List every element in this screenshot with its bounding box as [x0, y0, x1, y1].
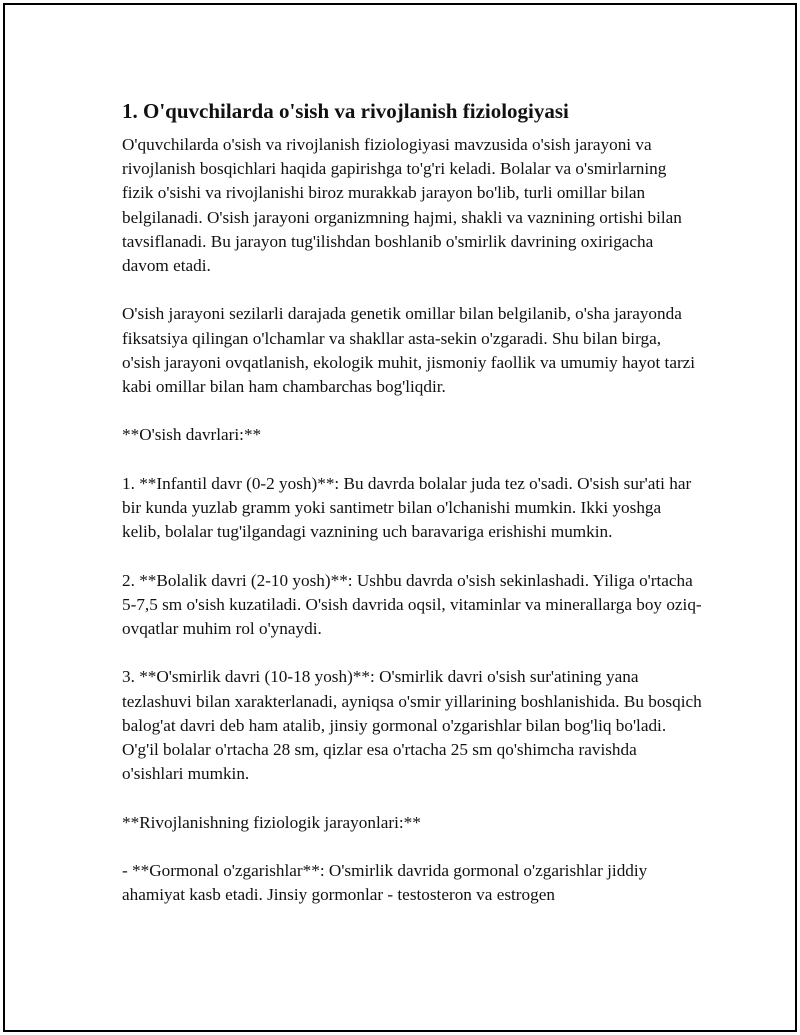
list-item-adolescence-period: 3. **O'smirlik davri (10-18 yosh)**: O'smirlik davri o'sish sur'atining yana tezlashuvi bilan xarakterlanadi, ayniqsa o'smir yillarining boshlanishida. Bu bosqich balog'at davri deb ham atalib, jinsiy gormonal o'zgarishlar bilan bog'liq bo'ladi. O'g'il bolalar o'rtacha 28 sm, qizlar esa o'rtacha 25 sm qo'shimcha ravishda o'sishlari mumkin. [122, 667, 702, 784]
list-item-infant-period: 1. **Infantil davr (0-2 yosh)**: Bu davrda bolalar juda tez o'sadi. O'sish sur'ati har bir kunda yuzlab gramm yoki santimetr bilan o'lchanishi mumkin. Ikki yoshga kelib, bolalar tug'ilgandagi vaznining uch baravariga erishishi mumkin. [122, 473, 692, 542]
section-heading-physiological-processes: **Rivojlanishning fiziologik jarayonlari:** [122, 812, 421, 832]
document-page [3, 3, 797, 1032]
document-title: 1. O'quvchilarda o'sish va rivojlanish fiziologiyasi [122, 99, 569, 123]
paragraph-intro: O'quvchilarda o'sish va rivojlanish fiziologiyasi mavzusida o'sish jarayoni va rivojlanish bosqichlari haqida gapirishga to'g'ri keladi. Bolalar va o'smirlarning fizik o'sishi va rivojlanishi biroz murakkab jarayon bo'lib, turli omillar bilan belgilanadi. O'sish jarayoni organizmning hajmi, shakli va vaznining ortishi bilan tavsiflanadi. Bu jarayon tug'ilishdan boshlanib o'smirlik davrining oxirigacha davom etadi. [122, 135, 682, 276]
list-item-hormonal-changes: - **Gormonal o'zgarishlar**: O'smirlik davrida gormonal o'zgarishlar jiddiy ahamiyat kasb etadi. Jinsiy gormonlar - testosteron va estrogen [122, 860, 648, 905]
section-heading-growth-periods: **O'sish davrlari:** [122, 425, 262, 445]
paragraph-genetics: O'sish jarayoni sezilarli darajada genetik omillar bilan belgilanib, o'sha jarayonda fiksatsiya qilingan o'lchamlar va shakllar asta-sekin o'zgaradi. Shu bilan birga, o'sish jarayoni ovqatlanish, ekologik muhit, jismoniy faollik va umumiy hayot tarzi kabi omillar bilan ham chambarchas bog'liqdir. [122, 304, 696, 397]
document-body [122, 97, 702, 907]
list-item-childhood-period: 2. **Bolalik davri (2-10 yosh)**: Ushbu davrda o'sish sekinlashadi. Yiliga o'rtacha 5-7,5 sm o'sish kuzatiladi. O'sish davrida oqsil, vitaminlar va minerallarga boy oziq-ovqatlar muhim rol o'ynaydi. [122, 570, 702, 638]
